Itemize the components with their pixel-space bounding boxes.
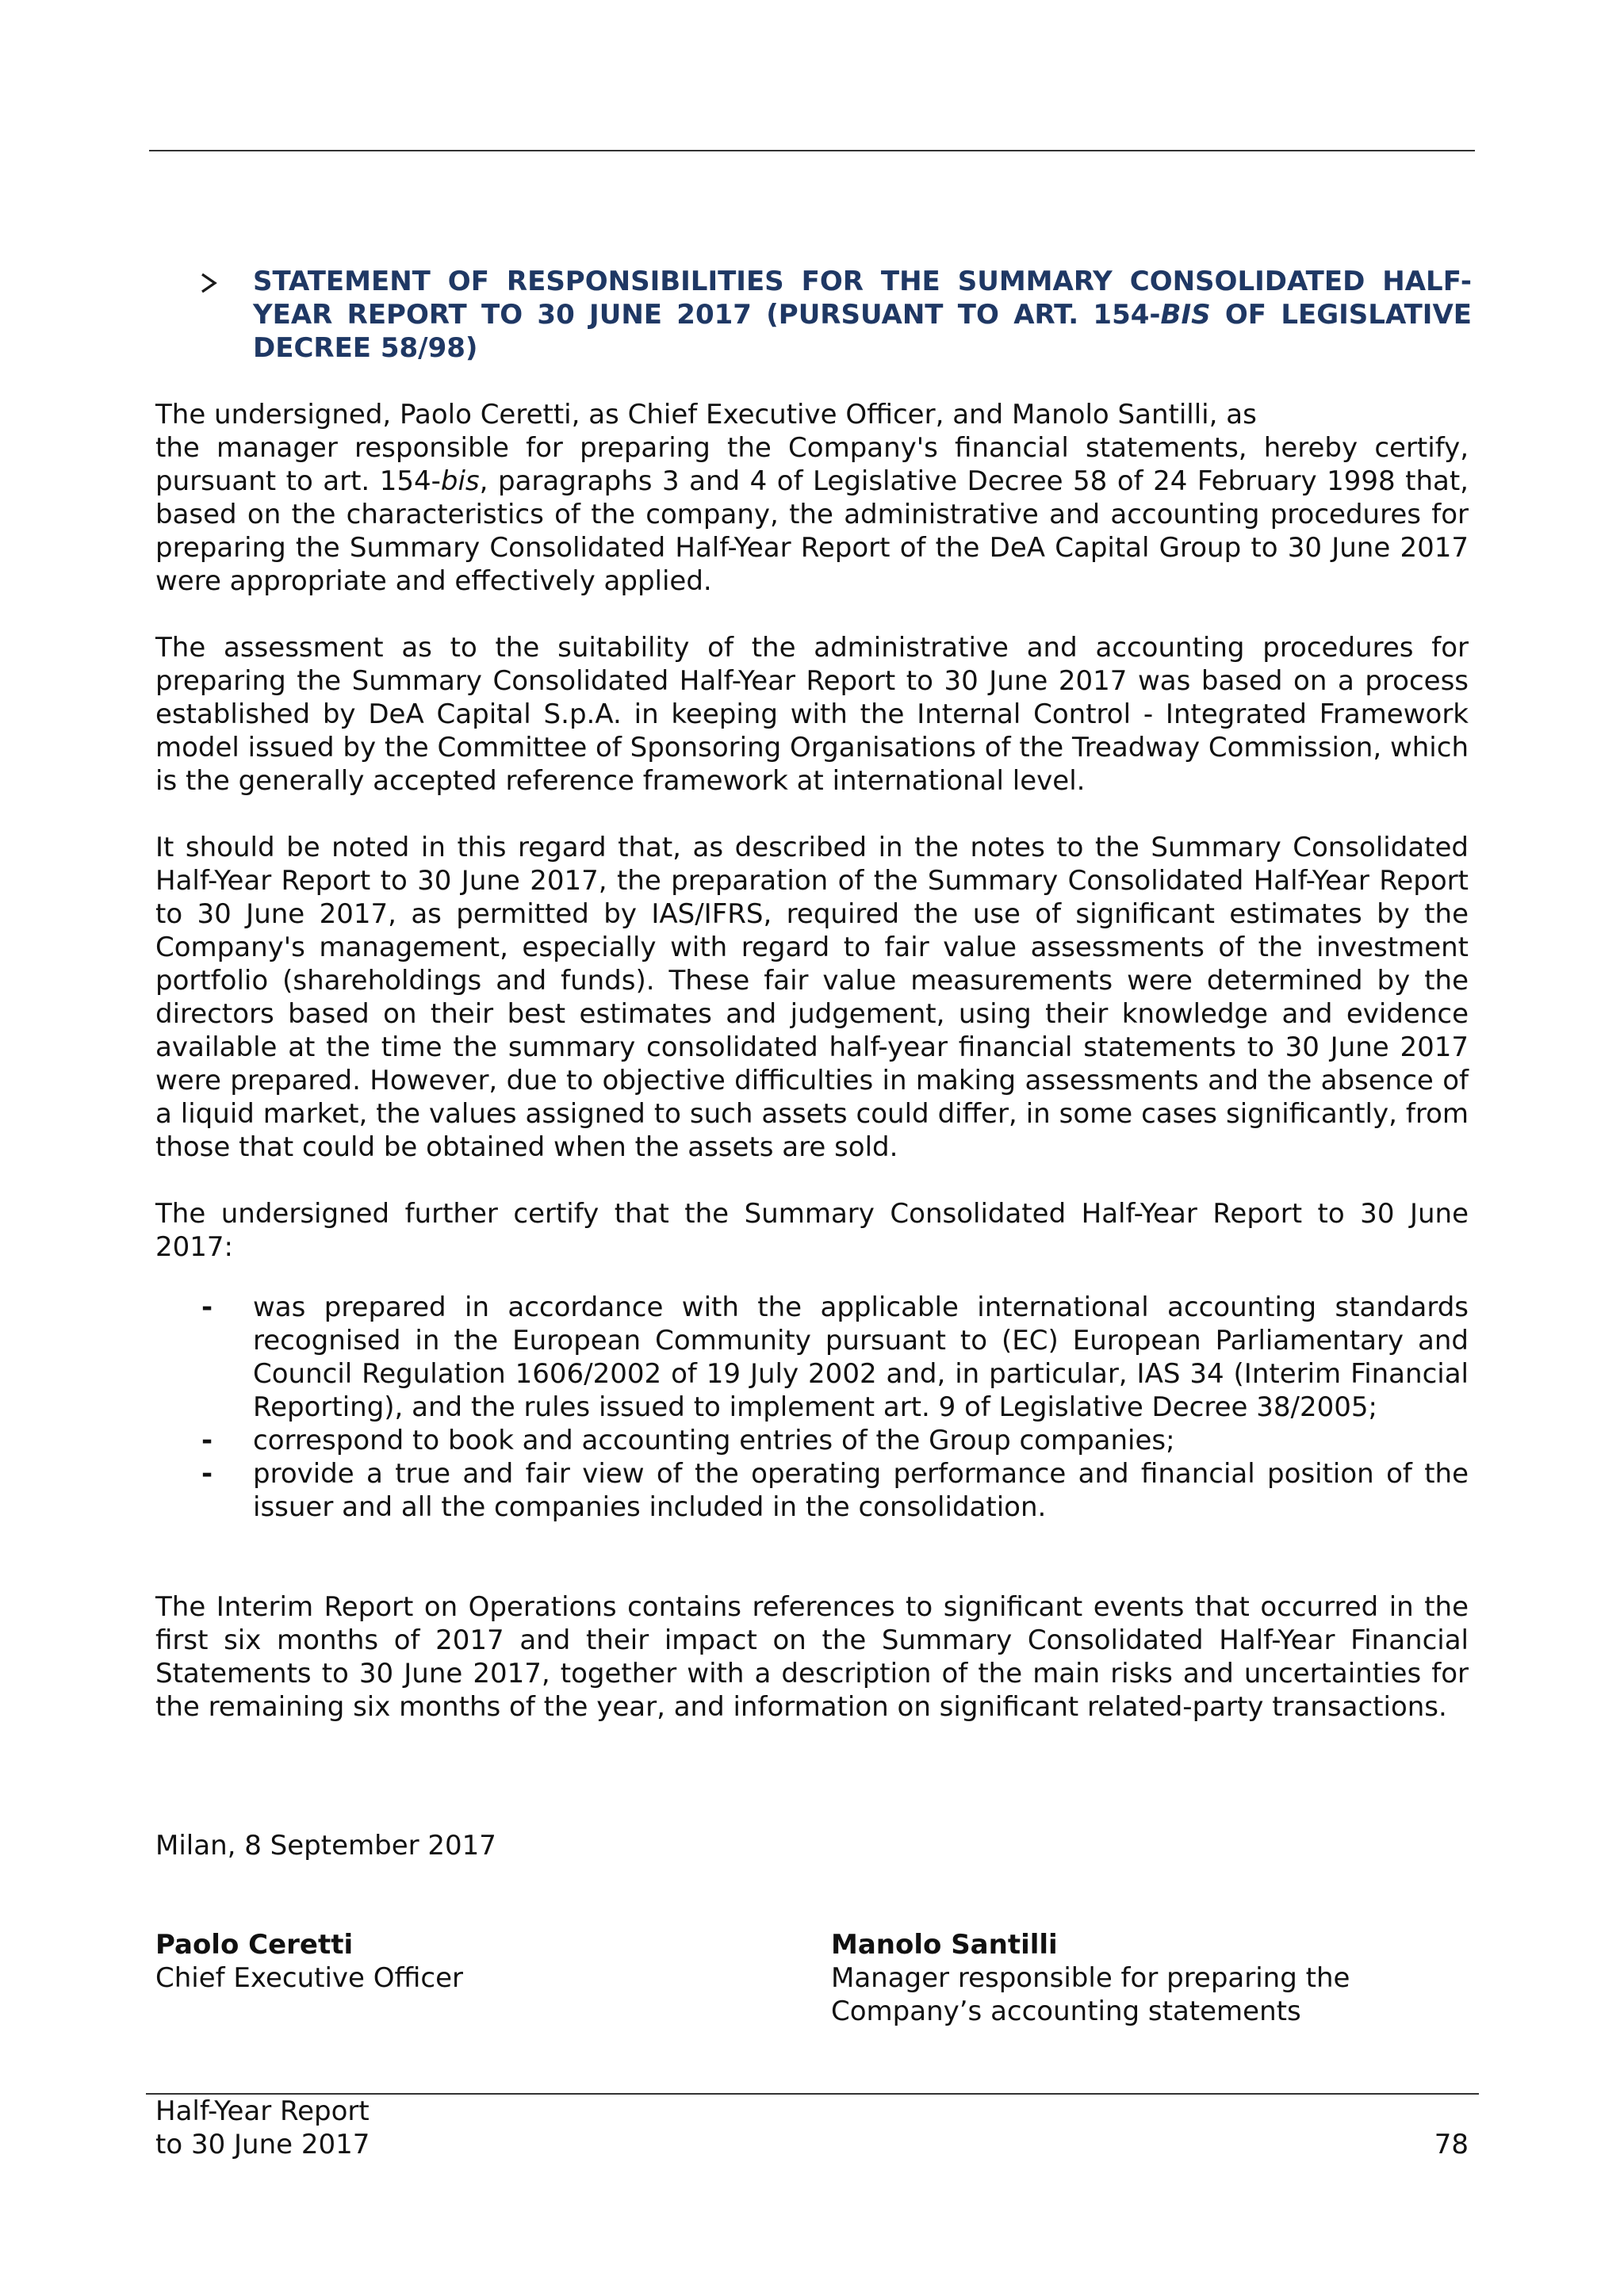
dash-bullet-icon: - [201, 1425, 213, 1456]
dash-bullet-icon: - [201, 1458, 213, 1490]
heading-text-part2: OF LEGISLATIVE DECREE 58/98) [253, 299, 1472, 364]
signatory-left-name: Paolo Ceretti [155, 1929, 354, 1961]
list-item [155, 1291, 1469, 1424]
list-item-text: was prepared in accordance with the applicable international accounting standards recognised in the European Community pursuant to (EC) European Parliamentary and Council Regulation 1606/2002 of 19 July 2002 and, in particular, IAS 34 (Interim Financial Reporting), and the rules issued to implement art. 9 of Legislative Decree 38/2005; [253, 1292, 1469, 1423]
signatory-left-title: Chief Executive Officer [155, 1962, 463, 1994]
header-rule [149, 150, 1475, 151]
p1-text-part1: the manager responsible for preparing the Company's financial statements, hereby certify, pursuant to art. 154- [155, 432, 1469, 497]
signatory-right [831, 1928, 1350, 2028]
signatory-right-title-line2: Company’s accounting statements [831, 1996, 1301, 2027]
list-item-text: provide a true and fair view of the operating performance and financial position of the issuer and all the companies included in the consolidation. [253, 1458, 1469, 1523]
section-heading [155, 265, 1472, 365]
page-number: 78 [1434, 2129, 1469, 2160]
list-item [155, 1457, 1469, 1524]
heading-text-italic: BIS [1160, 299, 1211, 331]
footer-report-line1: Half-Year Report [155, 2095, 370, 2127]
dash-bullet-icon: - [201, 1292, 213, 1323]
heading-text-part1: STATEMENT OF RESPONSIBILITIES FOR THE SUMMARY CONSOLIDATED HALF-YEAR REPORT TO 30 JUNE 2017 (PURSUANT TO ART. 154- [253, 266, 1472, 331]
paragraph-first-line: The undersigned, Paolo Ceretti, as Chief Executive Officer, and Manolo Santilli, as [155, 399, 1257, 430]
list-item [155, 1424, 1469, 1457]
paragraph-estimates: It should be noted in this regard that, as described in the notes to the Summary Consolidated Half-Year Report to 30 June 2017, the preparation of the Summary Consolidated Half-Year Report to 30 June 2017, as permitted by IAS/IFRS, required the use of significant estimates by the Company's management, especially with regard to fair value assessments of the investment portfolio (shareholdings and funds). These fair value measurements were determined by the directors based on their best estimates and judgement, using their knowledge and evidence available at the time the summary consolidated half-year financial statements to 30 June 2017 were prepared. However, due to objective difficulties in making assessments and the absence of a liquid market, the values assigned to such assets could differ, in some cases significantly, from those that could be obtained when the assets are sold. [155, 832, 1469, 1163]
arrowhead-bullet-icon [155, 265, 253, 298]
certification-list [155, 1291, 1469, 1524]
section-heading-text [253, 265, 1472, 365]
p1-text-italic: bis [440, 465, 480, 497]
paragraph-interim-report: The Interim Report on Operations contains references to significant events that occurred in the first six months of 2017 and their impact on the Summary Consolidated Half-Year Financial Statements to 30 June 2017, together with a description of the main risks and uncertainties for the remaining six months of the year, and information on significant related-party transactions. [155, 1591, 1469, 1723]
footer-report-title [155, 2095, 370, 2161]
paragraph-assessment: The assessment as to the suitability of the administrative and accounting procedures for preparing the Summary Consolidated Half-Year Report to 30 June 2017 was based on a process established by DeA Capital S.p.A. in keeping with the Internal Control - Integrated Framework model issued by the Committee of Sponsoring Organisations of the Treadway Commission, which is the generally accepted reference framework at international level. [155, 632, 1469, 797]
paragraph-further-certify: The undersigned further certify that the Summary Consolidated Half-Year Report to 30 June 2017: [155, 1198, 1469, 1263]
signatory-right-name: Manolo Santilli [831, 1929, 1058, 1961]
footer-report-line2: to 30 June 2017 [155, 2129, 370, 2160]
signatory-right-title-line1: Manager responsible for preparing the [831, 1962, 1350, 1994]
list-item-text: correspond to book and accounting entries of the Group companies; [253, 1425, 1175, 1456]
paragraph-certification-intro [155, 398, 1469, 598]
paragraph-certification-body [155, 431, 1469, 598]
p1-text-part2: , paragraphs 3 and 4 of Legislative Decree 58 of 24 February 1998 that, based on the characteristics of the company, the administrative and accounting procedures for preparing the Summary Consolidated Half-Year Report of the DeA Capital Group to 30 June 2017 were appropriate and effectively applied. [155, 465, 1469, 597]
signatory-left [155, 1928, 463, 1995]
place-and-date: Milan, 8 September 2017 [155, 1830, 496, 1862]
